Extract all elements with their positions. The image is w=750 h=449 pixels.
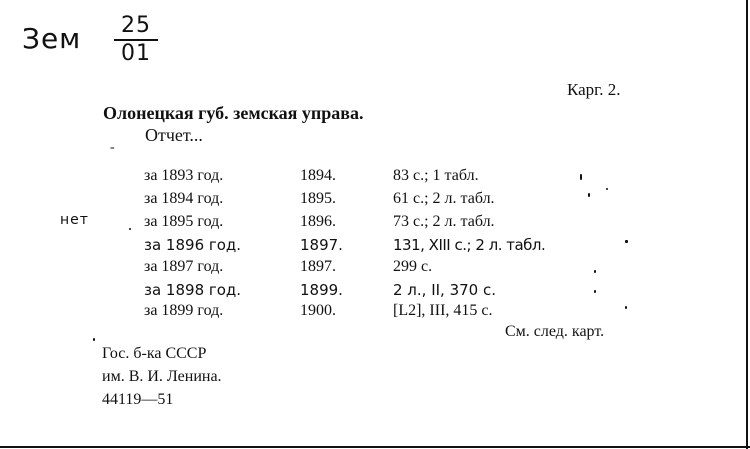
row-year-handwritten: за 1898 год.: [144, 281, 242, 299]
fraction-top: 25: [121, 13, 151, 38]
row-extent: 73 с.; 2 л. табл.: [393, 213, 495, 230]
row-published: 1894.: [300, 167, 336, 184]
row-published: 1900.: [300, 302, 336, 319]
scan-speck: [625, 306, 627, 309]
scan-speck: [606, 188, 608, 190]
row-year: за 1895 год.: [144, 213, 224, 230]
row-published-handwritten: 1899.: [300, 281, 343, 299]
row-year: за 1897 год.: [144, 258, 224, 275]
library-line-2: им. В. И. Ленина.: [102, 368, 222, 385]
row-extent: 61 с.; 2 л. табл.: [393, 190, 495, 207]
row-published: 1897.: [300, 258, 336, 275]
library-line-3: 44119—51: [102, 391, 174, 408]
row-published-handwritten: 1897.: [300, 236, 343, 254]
scan-speck: [625, 240, 628, 243]
library-line-1: Гос. б-ка СССР: [102, 345, 207, 362]
scan-speck: [93, 338, 95, 341]
dash-mark: -: [110, 140, 115, 155]
row-extent: 83 с.; 1 табл.: [393, 167, 479, 184]
scan-speck: [129, 228, 131, 230]
handwritten-margin-note: нет: [60, 212, 89, 228]
scan-speck: [580, 174, 582, 180]
row-published: 1895.: [300, 190, 336, 207]
card-subtitle: Отчет...: [145, 125, 203, 145]
row-year-handwritten: за 1896 год.: [144, 236, 242, 254]
card-border-bottom: [0, 446, 750, 448]
card-number: Карг. 2.: [567, 80, 621, 99]
row-extent: 299 с.: [393, 258, 433, 275]
row-year: за 1899 год.: [144, 302, 224, 319]
row-year: за 1893 год.: [144, 167, 224, 184]
row-extent-handwritten: 131, XIII с.; 2 л. табл.: [393, 236, 546, 254]
scan-speck: [594, 270, 596, 273]
fraction-bottom: 01: [121, 41, 151, 66]
scan-speck: [588, 193, 590, 197]
row-extent-handwritten: 2 л., II, 370 с.: [393, 281, 497, 299]
scan-speck: [594, 290, 596, 293]
row-year: за 1894 год.: [144, 190, 224, 207]
row-published: 1896.: [300, 213, 336, 230]
card-border-right: [746, 0, 748, 449]
see-next-card: См. след. карт.: [505, 323, 605, 340]
handwritten-code-label: Зем: [22, 22, 82, 55]
row-extent: [L2], III, 415 с.: [393, 302, 493, 319]
card-title: Олонецкая губ. земская управа.: [103, 103, 364, 123]
handwritten-fraction: [112, 14, 160, 66]
